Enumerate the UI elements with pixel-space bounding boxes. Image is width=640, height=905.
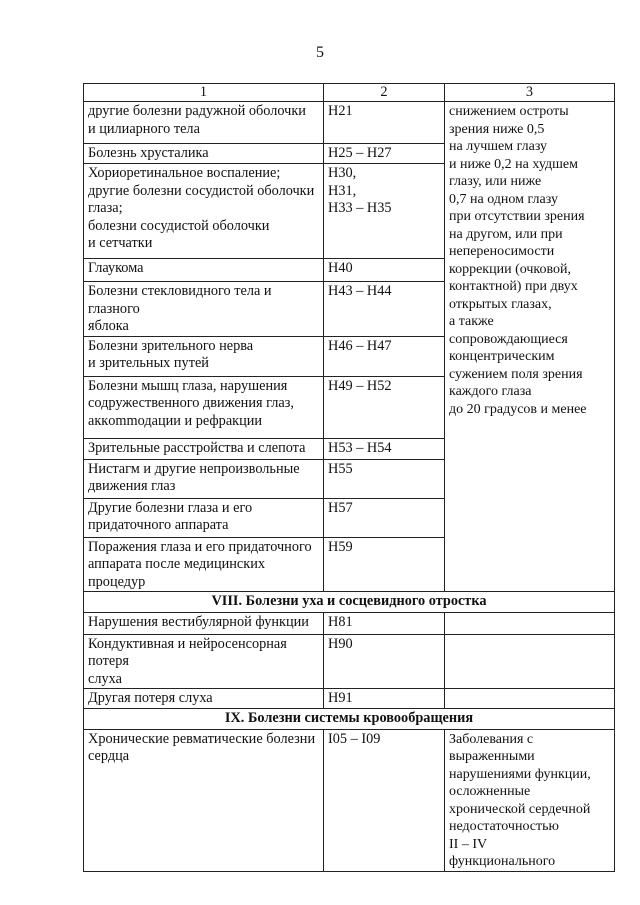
icd-code: H30, H31, H33 – H35 <box>324 164 445 259</box>
condition-text: Заболевания с выраженными нарушениями функции, осложненные хронической сердечной недостаточностью II – IV функционального <box>445 729 615 871</box>
icd-code: H25 – H27 <box>324 144 445 164</box>
disease-name: Хориоретинальное воспаление; другие болезни сосудистой оболочки глаза; болезни сосудистой оболочки и сетчатки <box>84 164 324 259</box>
disease-name: другие болезни радужной оболочки и цилиарного тела <box>84 102 324 144</box>
icd-code: H53 – H54 <box>324 438 445 459</box>
column-header: 1 <box>84 84 324 102</box>
condition-text <box>445 634 615 689</box>
icd-code: H90 <box>324 634 445 689</box>
table-header-row <box>84 84 615 102</box>
page-number: 5 <box>316 44 324 61</box>
icd-code: H91 <box>324 689 445 709</box>
disease-table <box>83 83 615 872</box>
section-heading: VIII. Болезни уха и сосцевидного отростка <box>84 592 615 613</box>
section-heading-row <box>84 709 615 730</box>
table-row <box>84 729 615 871</box>
icd-code: H46 – H47 <box>324 336 445 376</box>
condition-text: снижением остроты зрения ниже 0,5 на лучшем глазу и ниже 0,2 на худшем глазу, или ниже 0,7 на одном глазу при отсутствии зрения на другом, или при непереносимости коррекции (очковой, контактной) при двух открытых глазах, а также сопровождающиеся концентрическим сужением поля зрения каждого глаза до 20 градусов и менее <box>445 102 615 592</box>
condition-text <box>445 612 615 634</box>
table-row <box>84 102 615 144</box>
disease-name: Болезнь хрусталика <box>84 144 324 164</box>
disease-name: Глаукома <box>84 259 324 282</box>
table-row <box>84 689 615 709</box>
icd-code: H59 <box>324 537 445 592</box>
icd-code: H21 <box>324 102 445 144</box>
icd-code: H55 <box>324 459 445 498</box>
icd-code: H49 – H52 <box>324 376 445 438</box>
section-heading: IX. Болезни системы кровообращения <box>84 709 615 730</box>
condition-text <box>445 689 615 709</box>
disease-name: Поражения глаза и его придаточного аппарата после медицинских процедур <box>84 537 324 592</box>
table-row <box>84 612 615 634</box>
section-heading-row <box>84 592 615 613</box>
disease-name: Другая потеря слуха <box>84 689 324 709</box>
disease-name: Зрительные расстройства и слепота <box>84 438 324 459</box>
disease-name: Другие болезни глаза и его придаточного аппарата <box>84 498 324 537</box>
icd-code: H43 – H44 <box>324 282 445 337</box>
disease-name: Болезни мышц глаза, нарушения содружественного движения глаз, аккommодации и рефракции <box>84 376 324 438</box>
icd-code: I05 – I09 <box>324 729 445 871</box>
disease-name: Кондуктивная и нейросенсорная потеря слуха <box>84 634 324 689</box>
icd-code: H40 <box>324 259 445 282</box>
disease-name: Хронические ревматические болезни сердца <box>84 729 324 871</box>
table-row <box>84 634 615 689</box>
disease-name: Нарушения вестибулярной функции <box>84 612 324 634</box>
column-header: 2 <box>324 84 445 102</box>
icd-code: H81 <box>324 612 445 634</box>
disease-name: Нистагм и другие непроизвольные движения глаз <box>84 459 324 498</box>
disease-name: Болезни зрительного нерва и зрительных путей <box>84 336 324 376</box>
column-header: 3 <box>445 84 615 102</box>
disease-name: Болезни стекловидного тела и глазного яблока <box>84 282 324 337</box>
icd-code: H57 <box>324 498 445 537</box>
